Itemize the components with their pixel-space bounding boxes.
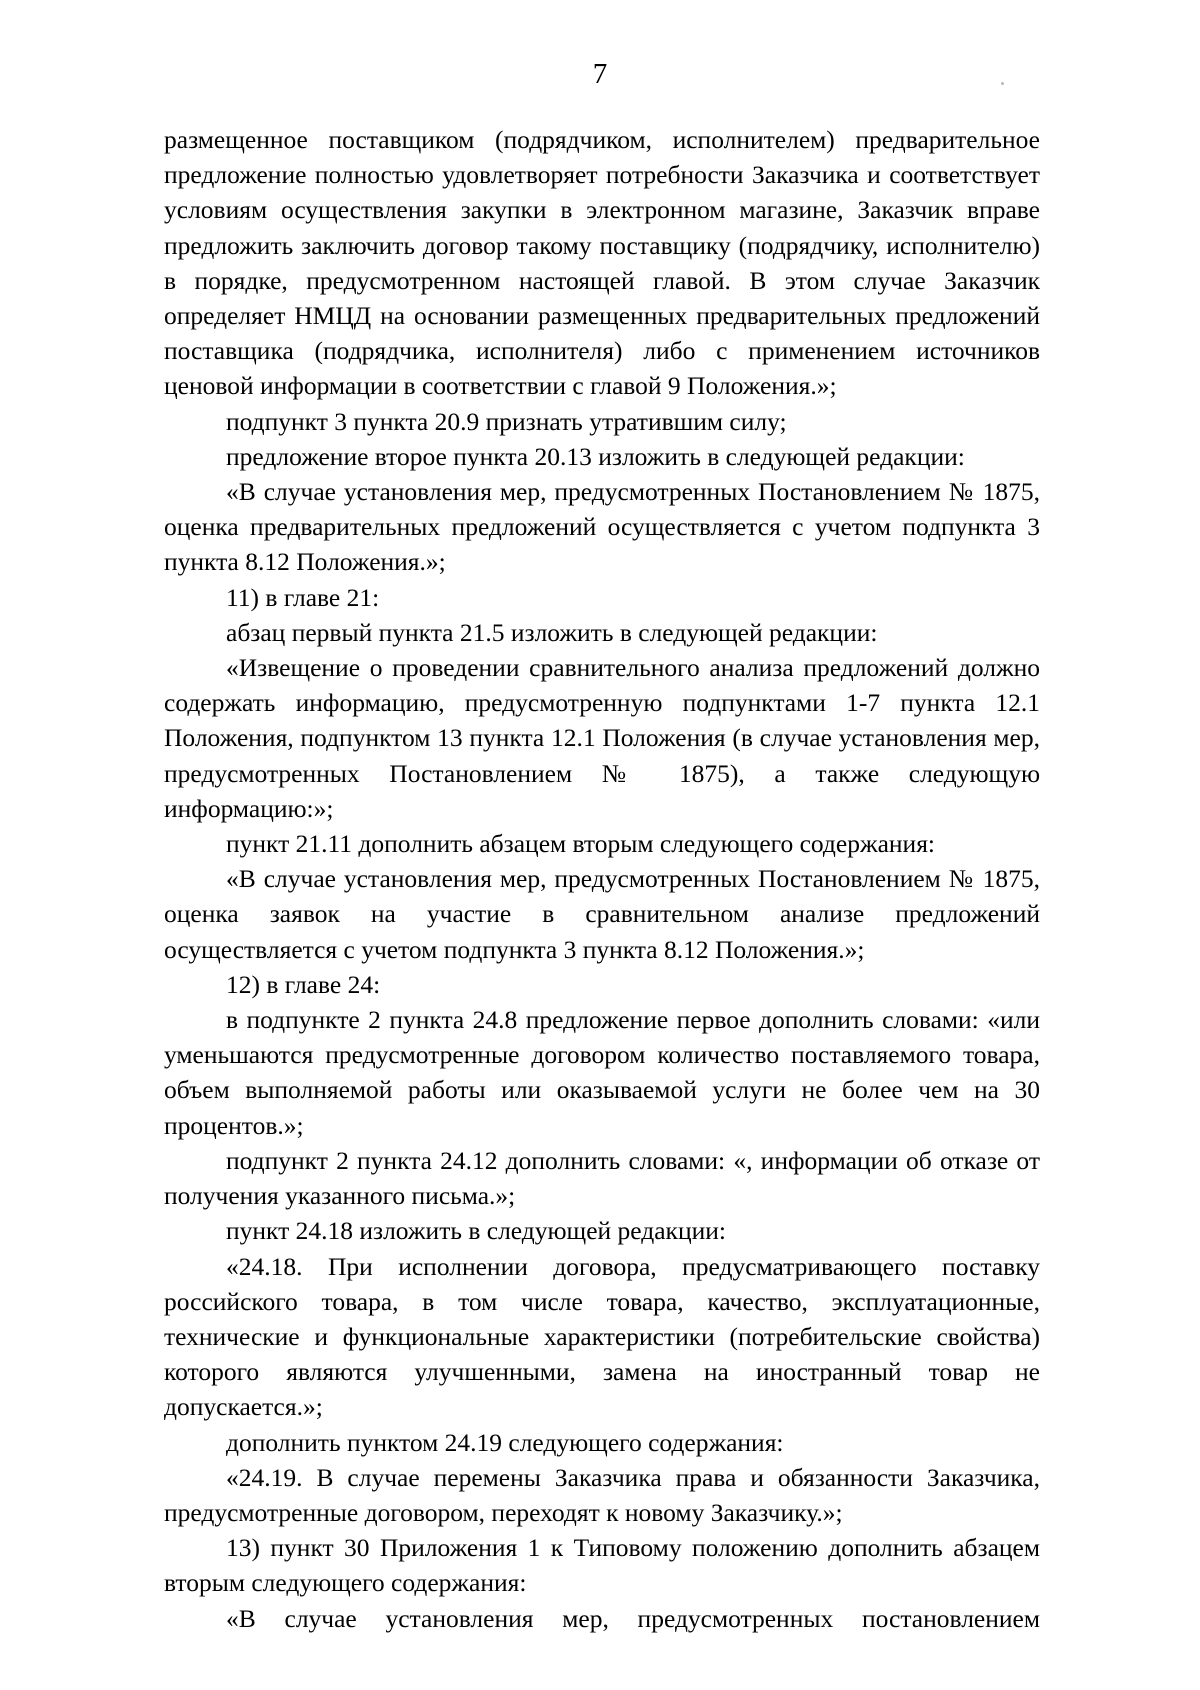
paragraph: «В случае установления мер, предусмотренных Постановлением № 1875, оценка заявок на участие в сравнительном анализе предложений осуществляется с учетом подпункта 3 пункта 8.12 Положения.»; [164, 864, 1040, 964]
scan-speck [1001, 82, 1004, 85]
paragraph: 12) в главе 24: [226, 969, 381, 999]
paragraph: «Извещение о проведении сравнительного анализа предложений должно содержать информацию, предусмотренную подпунктами 1-7 пункта 12.1 Положения, подпунктом 13 пункта 12.1 Положения (в случае установления мер, предусмотренных Постановлением № 1875), а также следующую информацию:»; [164, 653, 1040, 823]
paragraph: «24.18. При исполнении договора, предусматривающего поставку российского товара, в том числе товара, качество, эксплуатационные, технические и функциональные характеристики (потребительские свойства) которого являются улучшенными, замена на иностранный товар не допускается.»; [164, 1251, 1040, 1422]
paragraph: предложение второе пункта 20.13 изложить в следующей редакции: [226, 441, 965, 471]
paragraph: пункт 24.18 изложить в следующей редакции: [226, 1216, 726, 1246]
paragraph: подпункт 2 пункта 24.12 дополнить словами: «, информации об отказе от получения указанного письма.»; [164, 1145, 1040, 1211]
paragraph: «В случае установления мер, предусмотренных постановлением [226, 1603, 1040, 1633]
paragraph: 13) пункт 30 Приложения 1 к Типовому положению дополнить абзацем вторым следующего содержания: [164, 1533, 1040, 1598]
paragraph: подпункт 3 пункта 20.9 признать утратившим силу; [226, 406, 787, 436]
paragraph: 11) в главе 21: [226, 582, 380, 612]
paragraph: размещенное поставщиком (подрядчиком, исполнителем) предварительное предложение полностью удовлетворяет потребности Заказчика и соответствует условиям осуществления закупки в электронном магазине, Заказчик вправе предложить заключить договор такому поставщику (подрядчику, исполнителю) в порядке, предусмотренном настоящей главой. В этом случае Заказчик определяет НМЦД на основании размещенных предварительных предложений поставщика (подрядчика, исполнителя) либо с применением источников ценовой информации в соответствии с главой 9 Положения.»; [164, 125, 1040, 401]
paragraph: дополнить пунктом 24.19 следующего содержания: [226, 1427, 784, 1457]
page-number: 7 [592, 58, 608, 90]
paragraph: пункт 21.11 дополнить абзацем вторым следующего содержания: [226, 829, 936, 859]
document-body [164, 122, 1040, 1636]
paragraph: абзац первый пункта 21.5 изложить в следующей редакции: [226, 617, 878, 647]
paragraph: «В случае установления мер, предусмотренных Постановлением № 1875, оценка предварительных предложений осуществляется с учетом подпункта 3 пункта 8.12 Положения.»; [164, 477, 1040, 577]
paragraph: «24.19. В случае перемены Заказчика права и обязанности Заказчика, предусмотренные договором, переходят к новому Заказчику.»; [164, 1462, 1040, 1527]
paragraph: в подпункте 2 пункта 24.8 предложение первое дополнить словами: «или уменьшаются предусмотренные договором количество поставляемого товара, объем выполняемой работы или оказываемой услуги не более чем на 30 процентов.»; [164, 1005, 1040, 1140]
